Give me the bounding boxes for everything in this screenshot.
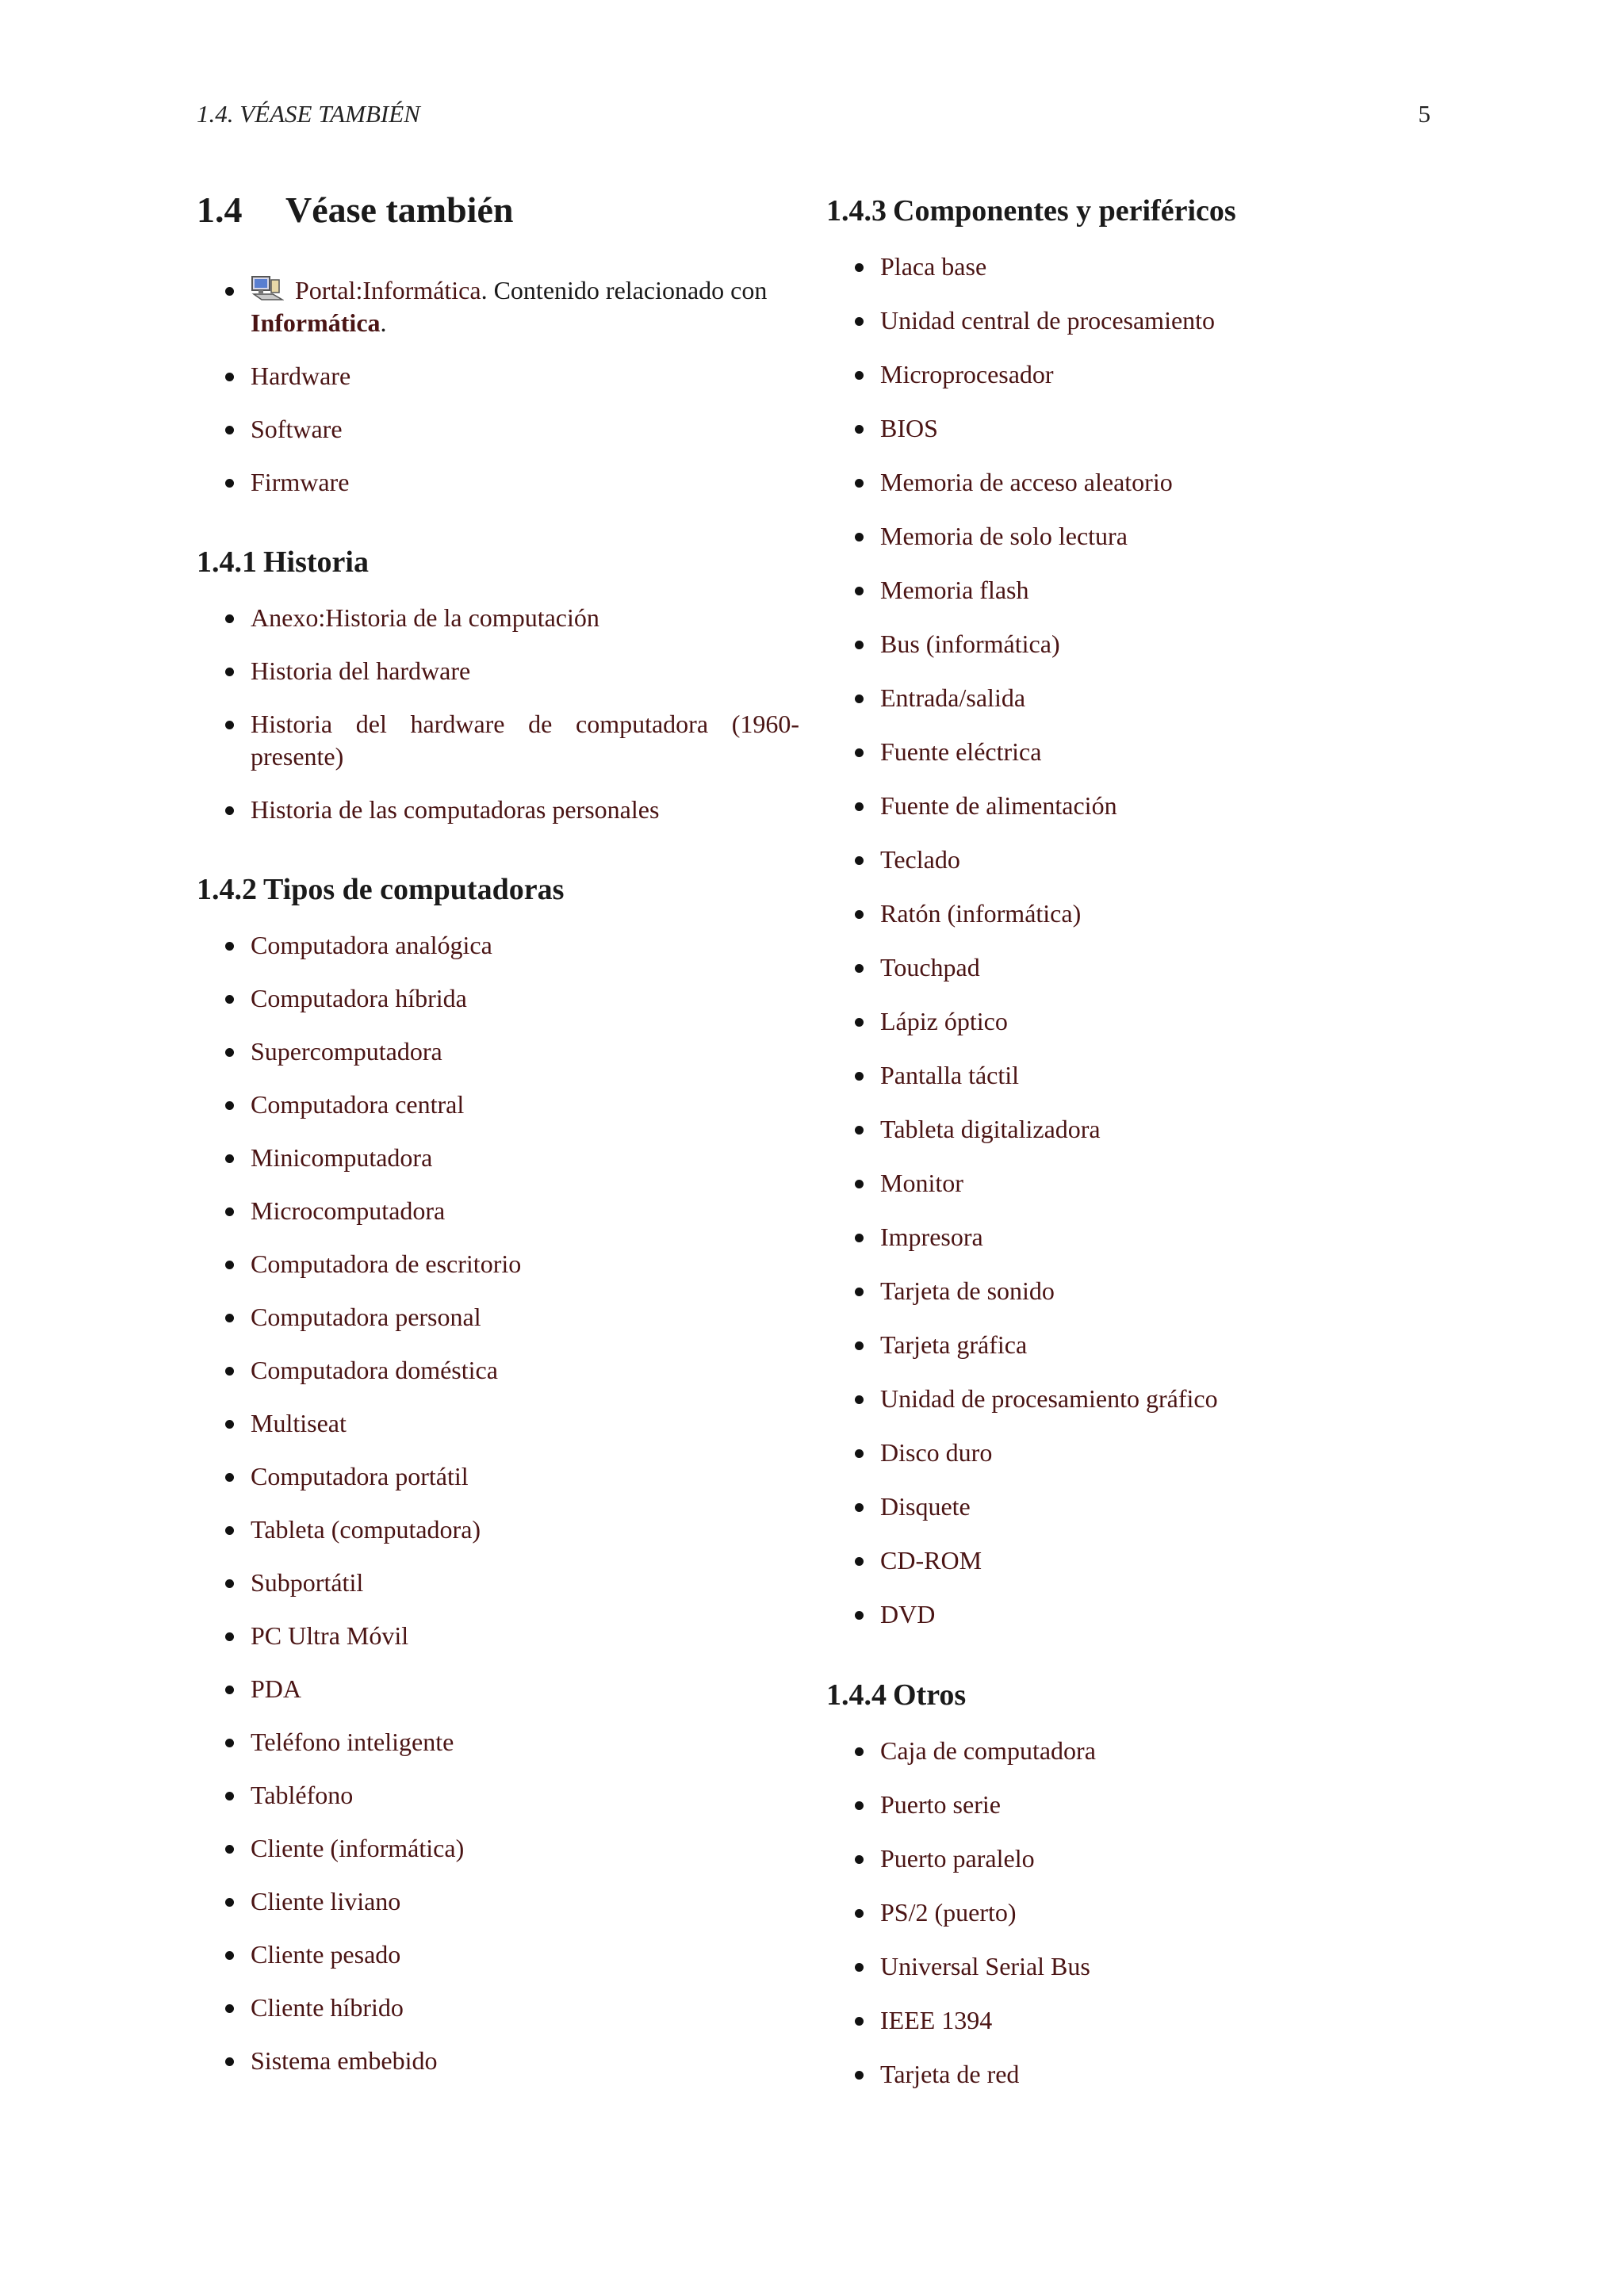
subsection-title: Tipos de computadoras (263, 873, 565, 906)
otros-list (826, 1735, 1413, 2091)
list-item[interactable]: PDA (197, 1673, 799, 1705)
list-item[interactable]: Tableta digitalizadora (826, 1113, 1413, 1146)
list-item[interactable]: Fuente eléctrica (826, 736, 1413, 768)
list-item[interactable]: Microprocesador (826, 358, 1413, 391)
computer-portal-icon (251, 275, 284, 302)
list-item[interactable]: IEEE 1394 (826, 2004, 1413, 2037)
list-item[interactable]: Tableta (computadora) (197, 1513, 799, 1546)
portal-link[interactable]: Portal:Informática (295, 276, 481, 304)
portal-text: . Contenido relacionado con (481, 276, 768, 304)
subsection-heading-historia (197, 543, 799, 581)
subsection-title: Otros (893, 1678, 967, 1712)
list-item[interactable]: Tarjeta de sonido (826, 1275, 1413, 1307)
portal-item (197, 274, 799, 339)
subsection-number: 1.4.4 (826, 1678, 887, 1712)
subsection-title: Historia (263, 545, 369, 579)
subsection-heading-otros (826, 1676, 1413, 1714)
list-item[interactable]: Bus (informática) (826, 628, 1413, 660)
list-item[interactable]: Ratón (informática) (826, 897, 1413, 930)
list-item[interactable]: Cliente liviano (197, 1885, 799, 1918)
list-item[interactable]: Unidad central de procesamiento (826, 304, 1413, 337)
list-item[interactable]: Historia del hardware (197, 655, 799, 687)
list-item[interactable]: Puerto paralelo (826, 1843, 1413, 1875)
list-item[interactable]: Computadora doméstica (197, 1354, 799, 1387)
list-item[interactable]: Fuente de alimentación (826, 790, 1413, 822)
list-item[interactable]: Computadora de escritorio (197, 1248, 799, 1280)
list-item[interactable]: Lápiz óptico (826, 1005, 1413, 1038)
see-also-list (197, 274, 799, 499)
list-item[interactable]: Pantalla táctil (826, 1059, 1413, 1092)
list-item[interactable]: Disquete (826, 1490, 1413, 1523)
right-column (826, 192, 1413, 2112)
list-item[interactable]: PS/2 (puerto) (826, 1896, 1413, 1929)
list-item[interactable]: Multiseat (197, 1407, 799, 1440)
list-item[interactable]: Supercomputadora (197, 1035, 799, 1068)
subsection-title: Componentes y periféricos (893, 194, 1236, 228)
subsection-heading-tipos (197, 871, 799, 909)
portal-end: . (380, 308, 387, 337)
left-column (197, 182, 799, 2098)
tipos-list (197, 929, 799, 2077)
running-title: 1.4. VÉASE TAMBIÉN (197, 100, 420, 128)
list-item[interactable]: Tarjeta gráfica (826, 1329, 1413, 1361)
list-item[interactable]: Computadora híbrida (197, 982, 799, 1015)
list-item[interactable]: Cliente híbrido (197, 1992, 799, 2024)
historia-list (197, 602, 799, 826)
list-item[interactable]: Memoria de acceso aleatorio (826, 466, 1413, 499)
subsection-heading-componentes (826, 192, 1413, 230)
list-item[interactable]: Cliente (informática) (197, 1832, 799, 1865)
list-item[interactable]: Subportátil (197, 1567, 799, 1599)
componentes-list (826, 251, 1413, 1631)
subsection-number: 1.4.2 (197, 873, 257, 906)
list-item[interactable]: Teléfono inteligente (197, 1726, 799, 1758)
list-item[interactable]: Entrada/salida (826, 682, 1413, 714)
list-item[interactable]: Touchpad (826, 951, 1413, 984)
list-item[interactable]: Monitor (826, 1167, 1413, 1200)
running-header (197, 100, 1431, 140)
section-number: 1.4 (197, 189, 243, 230)
list-item[interactable]: Caja de computadora (826, 1735, 1413, 1767)
subsection-number: 1.4.1 (197, 545, 257, 579)
list-item[interactable]: DVD (826, 1598, 1413, 1631)
list-item[interactable]: Computadora portátil (197, 1460, 799, 1493)
list-item[interactable]: PC Ultra Móvil (197, 1620, 799, 1652)
list-item[interactable]: Firmware (197, 466, 799, 499)
list-item[interactable]: Computadora personal (197, 1301, 799, 1334)
list-item[interactable]: Microcomputadora (197, 1195, 799, 1227)
list-item[interactable]: Minicomputadora (197, 1142, 799, 1174)
list-item[interactable]: Historia de las computadoras personales (197, 794, 799, 826)
informatica-link[interactable]: Informática (251, 308, 381, 337)
list-item[interactable]: Universal Serial Bus (826, 1950, 1413, 1983)
subsection-number: 1.4.3 (826, 194, 887, 228)
list-item[interactable]: Puerto serie (826, 1789, 1413, 1821)
list-item[interactable]: Tabléfono (197, 1779, 799, 1812)
list-item[interactable]: Impresora (826, 1221, 1413, 1253)
list-item[interactable]: Sistema embebido (197, 2045, 799, 2077)
list-item[interactable]: Unidad de procesamiento gráfico (826, 1383, 1413, 1415)
list-item[interactable]: Memoria flash (826, 574, 1413, 607)
list-item[interactable]: Memoria de solo lectura (826, 520, 1413, 553)
section-title: Véase también (285, 189, 514, 230)
list-item[interactable]: Cliente pesado (197, 1938, 799, 1971)
list-item[interactable]: CD-ROM (826, 1544, 1413, 1577)
page-number: 5 (1418, 100, 1431, 128)
section-heading (197, 182, 799, 238)
list-item[interactable]: Teclado (826, 844, 1413, 876)
list-item[interactable]: Computadora central (197, 1089, 799, 1121)
list-item[interactable]: Disco duro (826, 1437, 1413, 1469)
list-item[interactable]: Historia del hardware de computadora (1960-presente) (197, 708, 799, 773)
list-item[interactable]: Hardware (197, 360, 799, 392)
list-item[interactable]: Software (197, 413, 799, 446)
list-item[interactable]: Tarjeta de red (826, 2058, 1413, 2091)
list-item[interactable]: BIOS (826, 412, 1413, 445)
list-item[interactable]: Anexo:Historia de la computación (197, 602, 799, 634)
list-item[interactable]: Computadora analógica (197, 929, 799, 962)
list-item[interactable]: Placa base (826, 251, 1413, 283)
